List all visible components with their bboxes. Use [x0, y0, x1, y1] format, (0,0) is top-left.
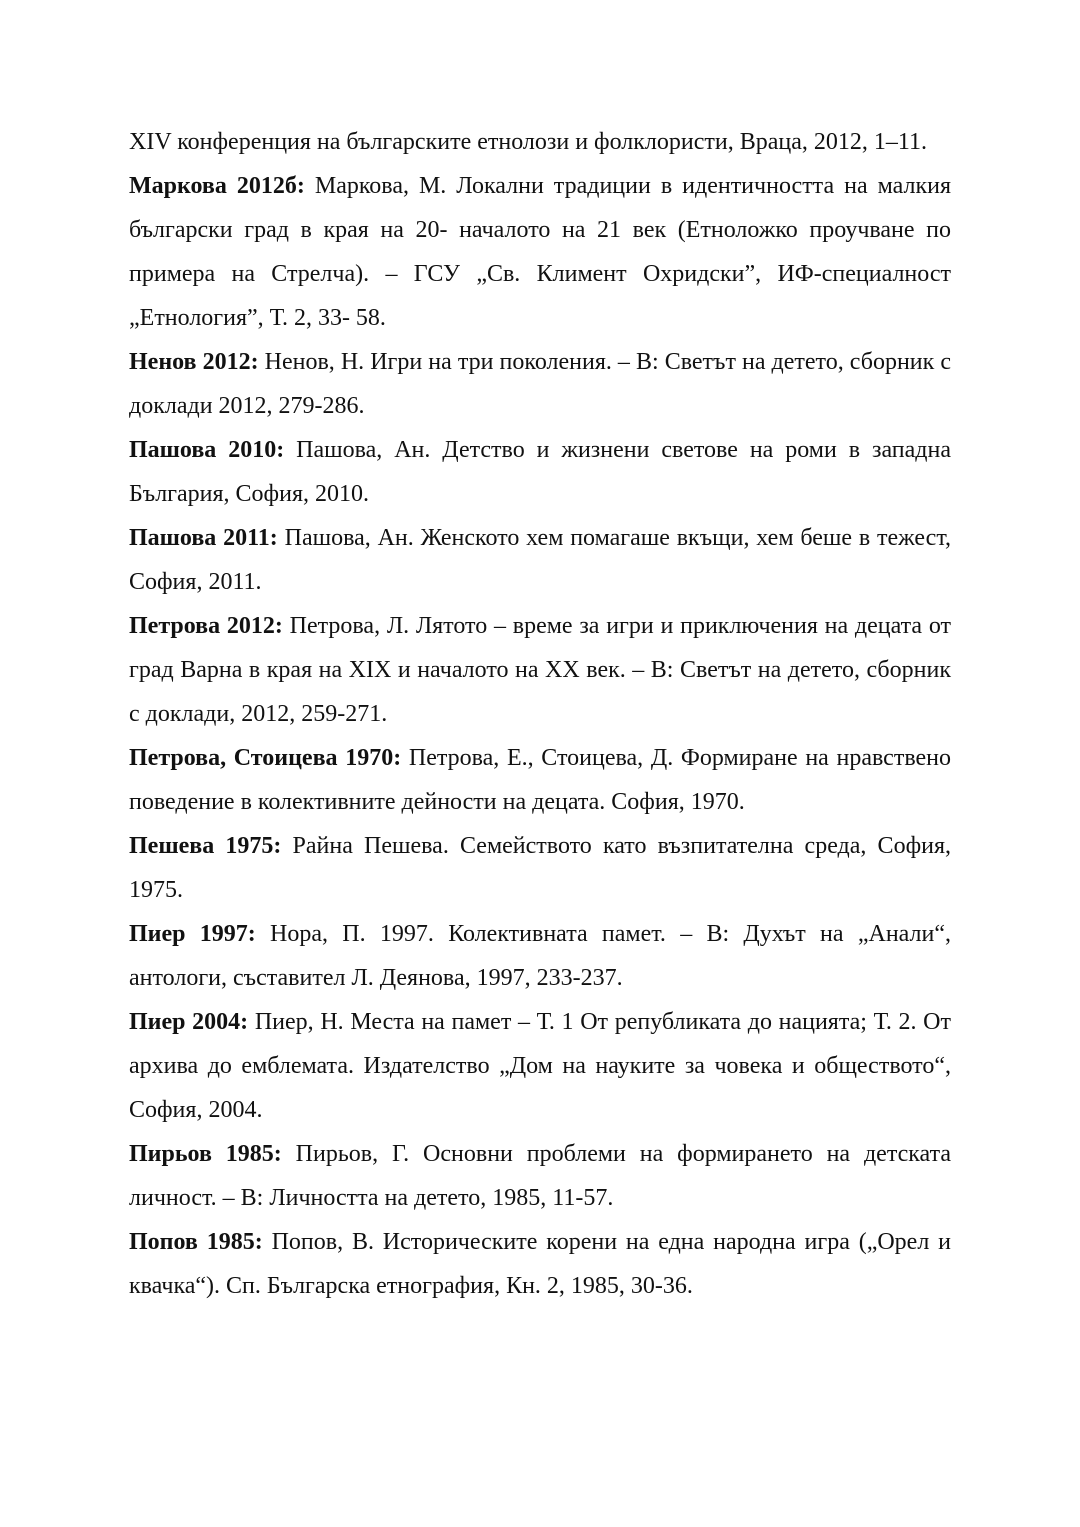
bibliography-entry — [129, 1000, 951, 1132]
bibliography-continuation: XIV конференция на българските етнолози и фолклористи, Враца, 2012, 1–11. — [129, 129, 927, 155]
entry-key: Пиер 1997: — [129, 921, 256, 947]
entry-text: Маркова, М. Локални традиции в идентичността на малкия български град в края на 20- началото на 21 век (Етноложко проучване по примера на Стрелча). – ГСУ „Св. Климент Охридски”, ИФ-специалност „Етнология”, Т. 2, 33- 58. — [129, 173, 952, 331]
entry-text: Пиер, Н. Места на памет – Т. 1 От републиката до нацията; Т. 2. От архива до емблемата. Издателство „Дом на науките за човека и обществото“, София, 2004. — [129, 1009, 952, 1123]
bibliography-entry — [129, 1132, 951, 1220]
entry-text: Ненов, Н. Игри на три поколения. – В: Светът на детето, сборник с доклади 2012, 279-286. — [129, 349, 951, 419]
entry-key: Ненов 2012: — [129, 349, 259, 375]
entry-key: Петрова, Стоицева 1970: — [129, 745, 402, 771]
bibliography-entry — [129, 516, 951, 604]
entry-key: Маркова 2012б: — [129, 173, 305, 199]
entry-text: Попов, В. Историческите корени на една народна игра („Орел и квачка“). Сп. Българска етнография, Кн. 2, 1985, 30-36. — [129, 1229, 952, 1299]
entry-text: Петрова, Л. Лятото – време за игри и приключения на децата от град Варна в края на XIX и началото на XX век. – В: Светът на детето, сборник с доклади, 2012, 259-271. — [129, 613, 952, 727]
entry-text: Нора, П. 1997. Колективната памет. – В: Духът на „Анали“, антологи, съставител Л. Деянова, 1997, 233-237. — [129, 921, 951, 991]
entry-key: Попов 1985: — [129, 1229, 263, 1255]
bibliography-entry — [129, 736, 951, 824]
entry-key: Пирьов 1985: — [129, 1141, 282, 1167]
entry-key: Петрова 2012: — [129, 613, 283, 639]
bibliography-entry — [129, 912, 951, 1000]
entry-text: Пашова, Ан. Женското хем помагаше вкъщи, хем беше в тежест, София, 2011. — [129, 525, 951, 595]
entry-text: Пирьов, Г. Основни проблеми на формирането на детската личност. – В: Личността на детето, 1985, 11-57. — [129, 1141, 952, 1211]
entry-key: Пешева 1975: — [129, 833, 282, 859]
entry-text: Петрова, Е., Стоицева, Д. Формиране на нравствено поведение в колективните дейности на децата. София, 1970. — [129, 745, 951, 815]
document-page — [129, 120, 951, 1308]
bibliography-entry — [129, 824, 951, 912]
bibliography-entry — [129, 164, 951, 340]
bibliography-entry — [129, 428, 951, 516]
entry-text: Райна Пешева. Семейството като възпитателна среда, София, 1975. — [129, 833, 951, 903]
entry-key: Пашова 2010: — [129, 437, 285, 463]
bibliography-entry — [129, 1220, 951, 1308]
bibliography-entry — [129, 604, 951, 736]
entry-key: Пашова 2011: — [129, 525, 278, 551]
bibliography-entry — [129, 340, 951, 428]
entry-key: Пиер 2004: — [129, 1009, 249, 1035]
entry-text: Пашова, Ан. Детство и жизнени светове на роми в западна България, София, 2010. — [129, 437, 951, 507]
